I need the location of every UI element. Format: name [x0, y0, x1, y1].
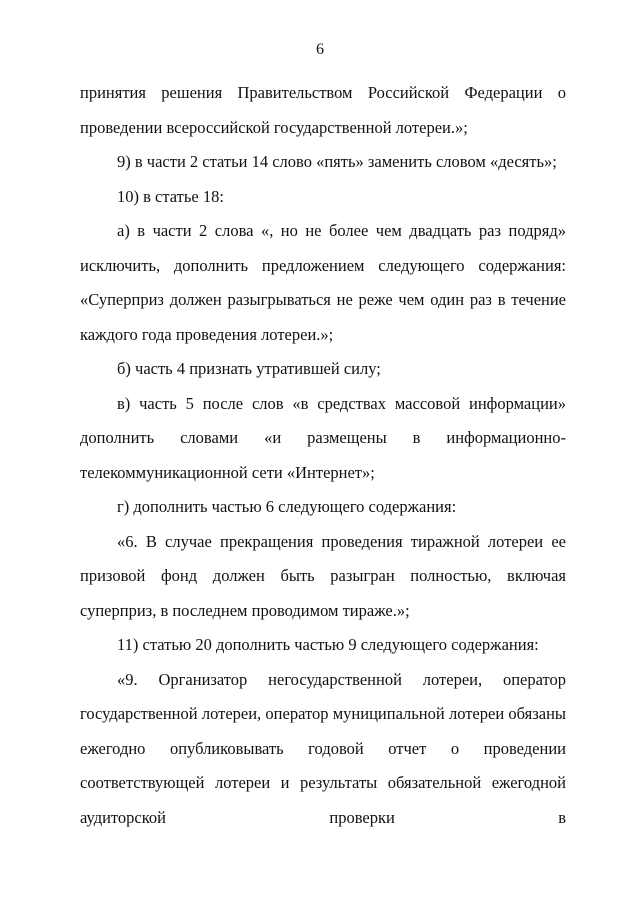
paragraph-subitem-g: г) дополнить частью 6 следующего содержания: — [117, 497, 457, 516]
document-body — [80, 76, 566, 835]
paragraph-item-9: 9) в части 2 статьи 14 слово «пять» заменить словом «десять»; — [117, 152, 557, 171]
paragraph-continuation: принятия решения Правительством Российской Федерации о проведении всероссийской государственной лотереи.»; — [80, 83, 566, 137]
page-number: 6 — [316, 41, 324, 58]
paragraph-subitem-b: б) часть 4 признать утратившей силу; — [117, 359, 381, 378]
paragraph-item-11: 11) статью 20 дополнить частью 9 следующего содержания: — [117, 635, 539, 654]
paragraph-subitem-a: а) в части 2 слова «, но не более чем двадцать раз подряд» исключить, дополнить предложением следующего содержания: «Суперприз должен разыгрываться не реже чем один раз в течение каждого года проведения лотереи.»; — [80, 221, 566, 344]
paragraph-subitem-v: в) часть 5 после слов «в средствах массовой информации» дополнить словами «и размещены в информационно-телекоммуникационной сети «Интернет»; — [80, 393, 566, 482]
paragraph-part-6-text: «6. В случае прекращения проведения тиражной лотереи ее призовой фонд должен быть разыгран полностью, включая суперприз, в последнем проводимом тираже.»; — [80, 531, 566, 620]
paragraph-item-10: 10) в статье 18: — [117, 186, 224, 206]
paragraph-part-9-text: «9. Организатор негосударственной лотереи, оператор государственной лотереи, оператор муниципальной лотереи обязаны ежегодно опубликовывать годовой отчет о проведении соответствующей лотереи и результаты обязательной ежегодной аудиторской проверки в — [80, 669, 566, 827]
